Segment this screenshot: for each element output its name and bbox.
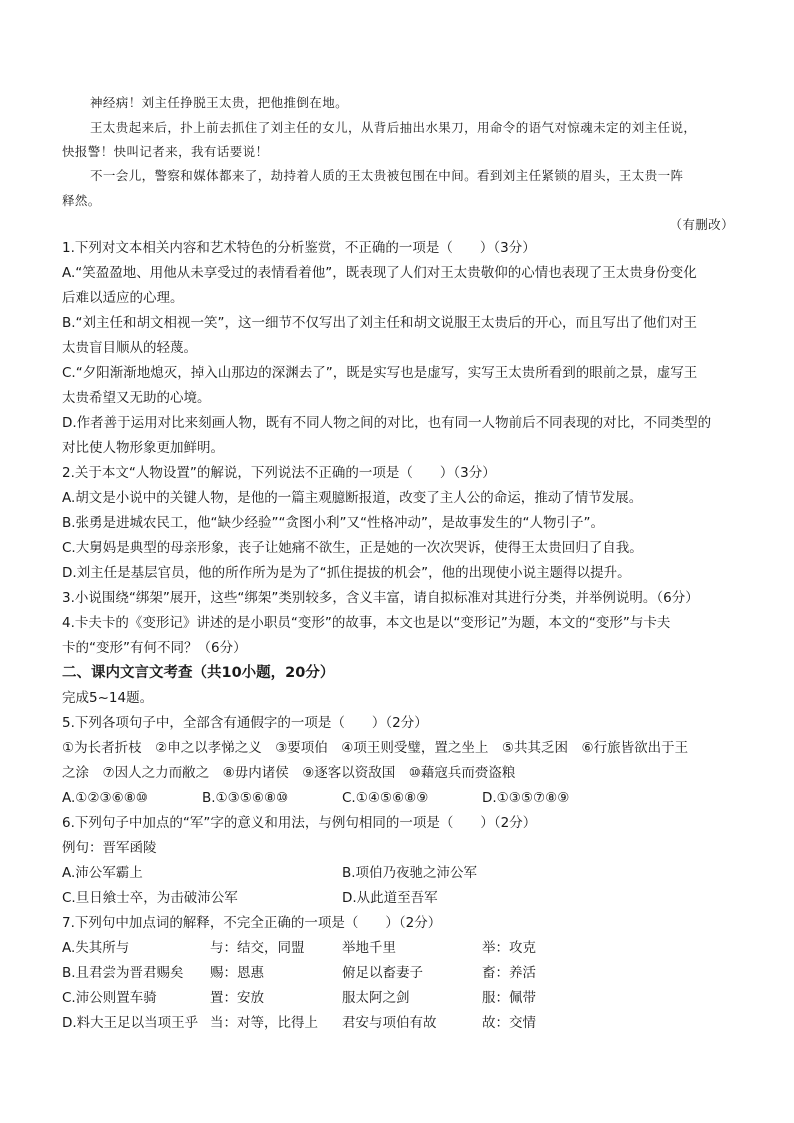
- question-2-option-a: A.胡文是小说中的关键人物，是他的一篇主观臆断报道，改变了主人公的命运，推动了情节发展。: [62, 490, 643, 506]
- question-1-option-c-line-1: C.“夕阳渐渐地熄灭，掉入山那边的深渊去了”，既是实写也是虚写，实写王太贵所看到的眼前之景，虚写王: [62, 365, 698, 381]
- question-1-option-b-line-2: 太贵盲目顺从的轻蔑。: [62, 340, 197, 356]
- option-phrase-2: 服太阿之剑: [342, 990, 410, 1006]
- question-7-option-a: [62, 936, 742, 961]
- question-2-option-d: D.刘主任是基层官员，他的所作所为是为了“抓住提拔的机会”，他的出现使小说主题得以提升。: [62, 565, 631, 581]
- option-phrase-2: 举地千里: [342, 940, 396, 956]
- question-2-option-c: C.大舅妈是典型的母亲形象，丧子让她痛不欲生，正是她的一次次哭诉，使得王太贵回归了自我。: [62, 540, 643, 556]
- option-gloss-2: 故：交情: [482, 1015, 536, 1031]
- option-phrase: D.料大王足以当项王乎: [62, 1015, 199, 1031]
- option-phrase: A.失其所与: [62, 940, 130, 956]
- option-phrase-2: 俯足以畜妻子: [342, 965, 423, 981]
- question-5-option-b: B.①③⑤⑥⑧⑩: [202, 790, 289, 806]
- question-7-option-d: [62, 1011, 742, 1036]
- question-5-sentences-line-2: 之涂 ⑦因人之力而敝之 ⑧毋内诸侯 ⑨逐客以资敌国 ⑩藉寇兵而赍盗粮: [62, 765, 516, 781]
- question-6-option-c: C.旦日飨士卒，为击破沛公军: [62, 890, 238, 906]
- question-2-option-b: B.张勇是进城农民工，他“缺少经验”“贪图小利”又“性格冲动”，是故事发生的“人物引子”。: [62, 515, 605, 531]
- question-1-option-d-line-2: 对比使人物形象更加鲜明。: [62, 440, 224, 456]
- option-gloss-2: 举：攻克: [482, 940, 536, 956]
- question-1-option-a-line-1: A.“笑盈盈地、用他从未享受过的表情看着他”，既表现了人们对王太贵敬仰的心情也表现了王太贵身份变化: [62, 265, 697, 281]
- story-paragraph-3-line-2: 释然。: [62, 193, 101, 208]
- question-1-option-d-line-1: D.作者善于运用对比来刻画人物，既有不同人物之间的对比，也有同一人物前后不同表现的对比，不同类型的: [62, 415, 712, 431]
- question-5-options: [62, 786, 742, 811]
- option-phrase: C.沛公则置车骑: [62, 990, 157, 1006]
- question-7-option-c: [62, 986, 742, 1011]
- option-gloss: 与：结交，同盟: [210, 940, 305, 956]
- story-paragraph-1: 神经病！刘主任挣脱王太贵，把他推倒在地。: [90, 95, 349, 110]
- option-phrase-2: 君安与项伯有故: [342, 1015, 437, 1031]
- question-4-line-2: 卡的“变形”有何不同？（6分）: [62, 640, 247, 656]
- question-1-option-b-line-1: B.“刘主任和胡文相视一笑”，这一细节不仅写出了刘主任和胡文说服王太贵后的开心，而且写出了他们对王: [62, 315, 698, 331]
- question-5-stem: 5.下列各项句子中，全部含有通假字的一项是（ ）（2分）: [62, 715, 428, 731]
- option-phrase: B.且君尝为晋君赐矣: [62, 965, 184, 981]
- question-2-stem: 2.关于本文“人物设置”的解说，下列说法不正确的一项是（ ）（3分）: [62, 465, 496, 481]
- question-5-sentences-line-1: ①为长者折枝 ②申之以孝悌之义 ③要项伯 ④项王则受璧，置之坐上 ⑤共其乏困 ⑥行旅皆欲出于王: [62, 740, 689, 756]
- story-paragraph-3-line-1: 不一会儿，警察和媒体都来了，劫持着人质的王太贵被包围在中间。看到刘主任紧锁的眉头，王太贵一阵: [90, 168, 684, 183]
- question-3: 3.小说围绕“绑架”展开，这些“绑架”类别较多，含义丰富，请自拟标准对其进行分类，并举例说明。（6分）: [62, 590, 699, 606]
- question-6-options-row-1: [62, 861, 742, 886]
- question-6-stem: 6.下列句子中加点的“军”字的意义和用法，与例句相同的一项是（ ）（2分）: [62, 815, 537, 831]
- option-gloss: 赐：恩惠: [210, 965, 264, 981]
- section-2-intro: 完成5~14题。: [62, 690, 154, 706]
- question-6-example: 例句：晋军函陵: [62, 840, 157, 856]
- question-5-option-d: D.①③⑤⑦⑧⑨: [482, 790, 570, 806]
- question-6-option-d: D.从此道至吾军: [342, 890, 438, 906]
- question-5-option-a: A.①②③⑥⑧⑩: [62, 790, 148, 806]
- option-gloss-2: 畜：养活: [482, 965, 536, 981]
- question-1-stem: 1.下列对文本相关内容和艺术特色的分析鉴赏，不正确的一项是（ ）（3分）: [62, 240, 536, 256]
- question-6-options-row-2: [62, 886, 742, 911]
- option-gloss-2: 服：佩带: [482, 990, 536, 1006]
- section-2-heading: 二、课内文言文考查（共10小题，20分）: [62, 665, 335, 681]
- question-7-stem: 7.下列句中加点词的解释，不完全正确的一项是（ ）（2分）: [62, 915, 442, 931]
- story-paragraph-2-line-2: 快报警！快叫记者来，我有话要说！: [62, 144, 269, 159]
- source-note: （有删改）: [669, 217, 734, 232]
- question-7-option-b: [62, 961, 742, 986]
- question-4-line-1: 4.卡夫卡的《变形记》讲述的是小职员“变形”的故事，本文也是以“变形记”为题，本文的“变形”与卡夫: [62, 615, 671, 631]
- question-1-option-c-line-2: 太贵希望又无助的心境。: [62, 390, 211, 406]
- question-6-option-b: B.项伯乃夜驰之沛公军: [342, 865, 478, 881]
- question-1-option-a-line-2: 后难以适应的心理。: [62, 290, 184, 306]
- question-5-option-c: C.①④⑤⑥⑧⑨: [342, 790, 429, 806]
- option-gloss: 置：安放: [210, 990, 264, 1006]
- question-6-option-a: A.沛公军霸上: [62, 865, 143, 881]
- option-gloss: 当：对等，比得上: [210, 1015, 318, 1031]
- story-paragraph-2-line-1: 王太贵起来后，扑上前去抓住了刘主任的女儿，从背后抽出水果刀，用命令的语气对惊魂未定的刘主任说，: [90, 120, 697, 135]
